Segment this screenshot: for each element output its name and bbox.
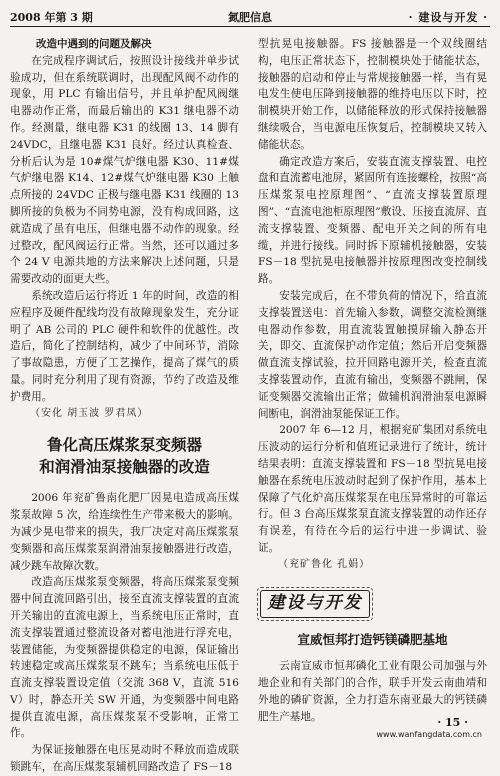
watermark: www.wanfangdata.com.cn xyxy=(376,730,482,739)
right-column xyxy=(258,36,487,725)
paragraph: 确定改造方案后，安装直流支撑装置、电控盘和直流蓄电池屏，紧固所有连接螺栓，按照“高压煤浆泵电控原理图”、“直流支撑装置原理图”、“直流电池柜原理图”敷设、压接直流屏、直流支撑装置、变频器、配电开关之间的所有电缆，并进行接线。同时拆下原辅机接触器，安装 FS－18 型抗晃电接触器并按原理图改变控制线路。 xyxy=(258,155,487,286)
page-number: · 15 · xyxy=(437,716,468,729)
paragraph: 2007 年 6—12 月，根据兖矿集团对系统电压波动的运行分析和值班记录进行了统计，统计结果表明：直流支撑装置和 FS－18 型抗晃电接触器在系统电压波动时起到了保护作用，基本上保障了气化炉高压煤浆泵在电压异常时的可靠运行。但 3 台高压煤浆泵直流支撑装置的动作还存有误差，有待在今后的运行中进一步调试、验证。 xyxy=(258,424,487,554)
paragraph: 云南宣威市恒邦磷化工业有限公司加强与外地企业和有关部门的合作，联手开发云南曲靖和外地的磷矿资源，全力打造东南亚最大的钙镁磷肥生产基地。 xyxy=(258,660,487,723)
paragraph: 为保证接触器在电压晃动时不释放而造成联锁跳车，在高压煤浆泵辅机回路改造了 FS－18 xyxy=(10,744,239,774)
article-title-line: 和润滑油泵接触器的改造 xyxy=(39,458,210,477)
article-title: 宣威恒邦打造钙镁磷肥基地 xyxy=(297,631,448,647)
author-byline: （安化 胡玉波 罗君凤） xyxy=(30,407,149,419)
section-banner-text: 建设与开发 xyxy=(267,593,363,614)
subheading: 改造中遇到的问题及解决 xyxy=(36,38,152,50)
article-title-line: 鲁化高压煤浆泵变频器 xyxy=(46,436,202,455)
paragraph: 型抗晃电接触器。FS 接触器是一个双线圈结构，电压正常状态下，控制模块处于储能状态，接触器的启动和停止与常规接触器一样，当有晃电发生使电压降到接触器的维持电压以下时，控制模块开始工作，以储能释放的形式保持接触器继续吸合，当电源电压恢复后，控制模块又转入储能状态。 xyxy=(258,38,487,151)
paragraph: 安装完成后，在不带负荷的情况下，给直流支撑装置送电：首先输入参数，调整交流检测继电器动作参数，用直流装置触摸屏输入静态开关，即交、直流保护动作定值；然后开启变频器做直流支撑试验，拉开回路电源开关，检查直流支撑装置动作，直流有输出，变频器不跳闸，保证变频器交流输出正常；做辅机润滑油泵电源瞬间断电，润滑油泵能保证工作。 xyxy=(258,289,487,420)
article-title xyxy=(10,434,239,478)
paragraph: 2006 年兖矿鲁南化肥厂因晃电造成高压煤浆泵故障 5 次，给连续性生产带来极大的影响。为减少晃电带来的损失，我厂决定对高压煤浆泵变频器和高压煤浆泵润滑油泵接触器进行改造，减少跳车故障次数。 xyxy=(10,492,239,572)
left-column xyxy=(10,36,239,776)
author-byline: （兖矿鲁化 孔娟） xyxy=(278,558,371,570)
paragraph: 在完成程序调试后，按照设计接线并单步试验成功，但在系统联调时，出现配风阀不动作的现象，用 PLC 有输出信号，并且单护配风阀继电器动作正常，而最后输出的 K31 继电器不动作。经测量，继电器 K31 的线圈 13、14 脚有 24VDC，且继电器 K31 良好。经过认真检查、分析后认为是 10#煤气炉继电器 K30、11#煤气炉继电器 K14、12#煤气炉继电器 K30 上触点所接的 24VDC 正极与继电器 K31 线圈的 13 脚所接的负极为不同势电源，没有构成回路，这就造成了虽有电压，但继电器不动作的现象。经过整改，配风阀运行正常。当然，还可以通过多个 24 V 电源共地的方法来解决上述问题，只是需要改动的面更大些。 xyxy=(10,54,239,286)
journal-name: 氮肥信息 xyxy=(228,11,272,24)
issue-label: 2008 年第 3 期 xyxy=(10,11,93,24)
page-header xyxy=(0,0,500,30)
section-label: · 建设与开发 · xyxy=(408,11,488,24)
section-banner xyxy=(260,590,370,618)
header-rule xyxy=(10,26,490,27)
paragraph: 改造高压煤浆泵变频器，将高压煤浆泵变频器中间直流回路引出，接至直流支撑装置的直流开关输出的直流电源上，当系统电压正常时，直流支撑装置通过整流设备对蓄电池进行浮充电，装置储能，为变频器提供稳定的电源，保证输出转速稳定或高压煤浆泵不跳车；当系统电压低于直流支撑装置设定值（交流 368 V，直流 516 V）时，静态开关 SW 开通，为变频器中间电路提供直流电源，高压煤浆泵不受影响，正常工作。 xyxy=(10,576,239,740)
paragraph: 系统改造后运行将近 1 年的时间，改造的相应程序及硬件配线均没有故障现象发生，充分证明了 AB 公司的 PLC 硬件和软件的优越性。改造后，简化了控制结构，减少了中间环节，消除了事故隐患，方便了工艺操作，提高了煤气的质量。同时充分利用了现有资源，节约了改造及维护费用。 xyxy=(10,289,239,403)
